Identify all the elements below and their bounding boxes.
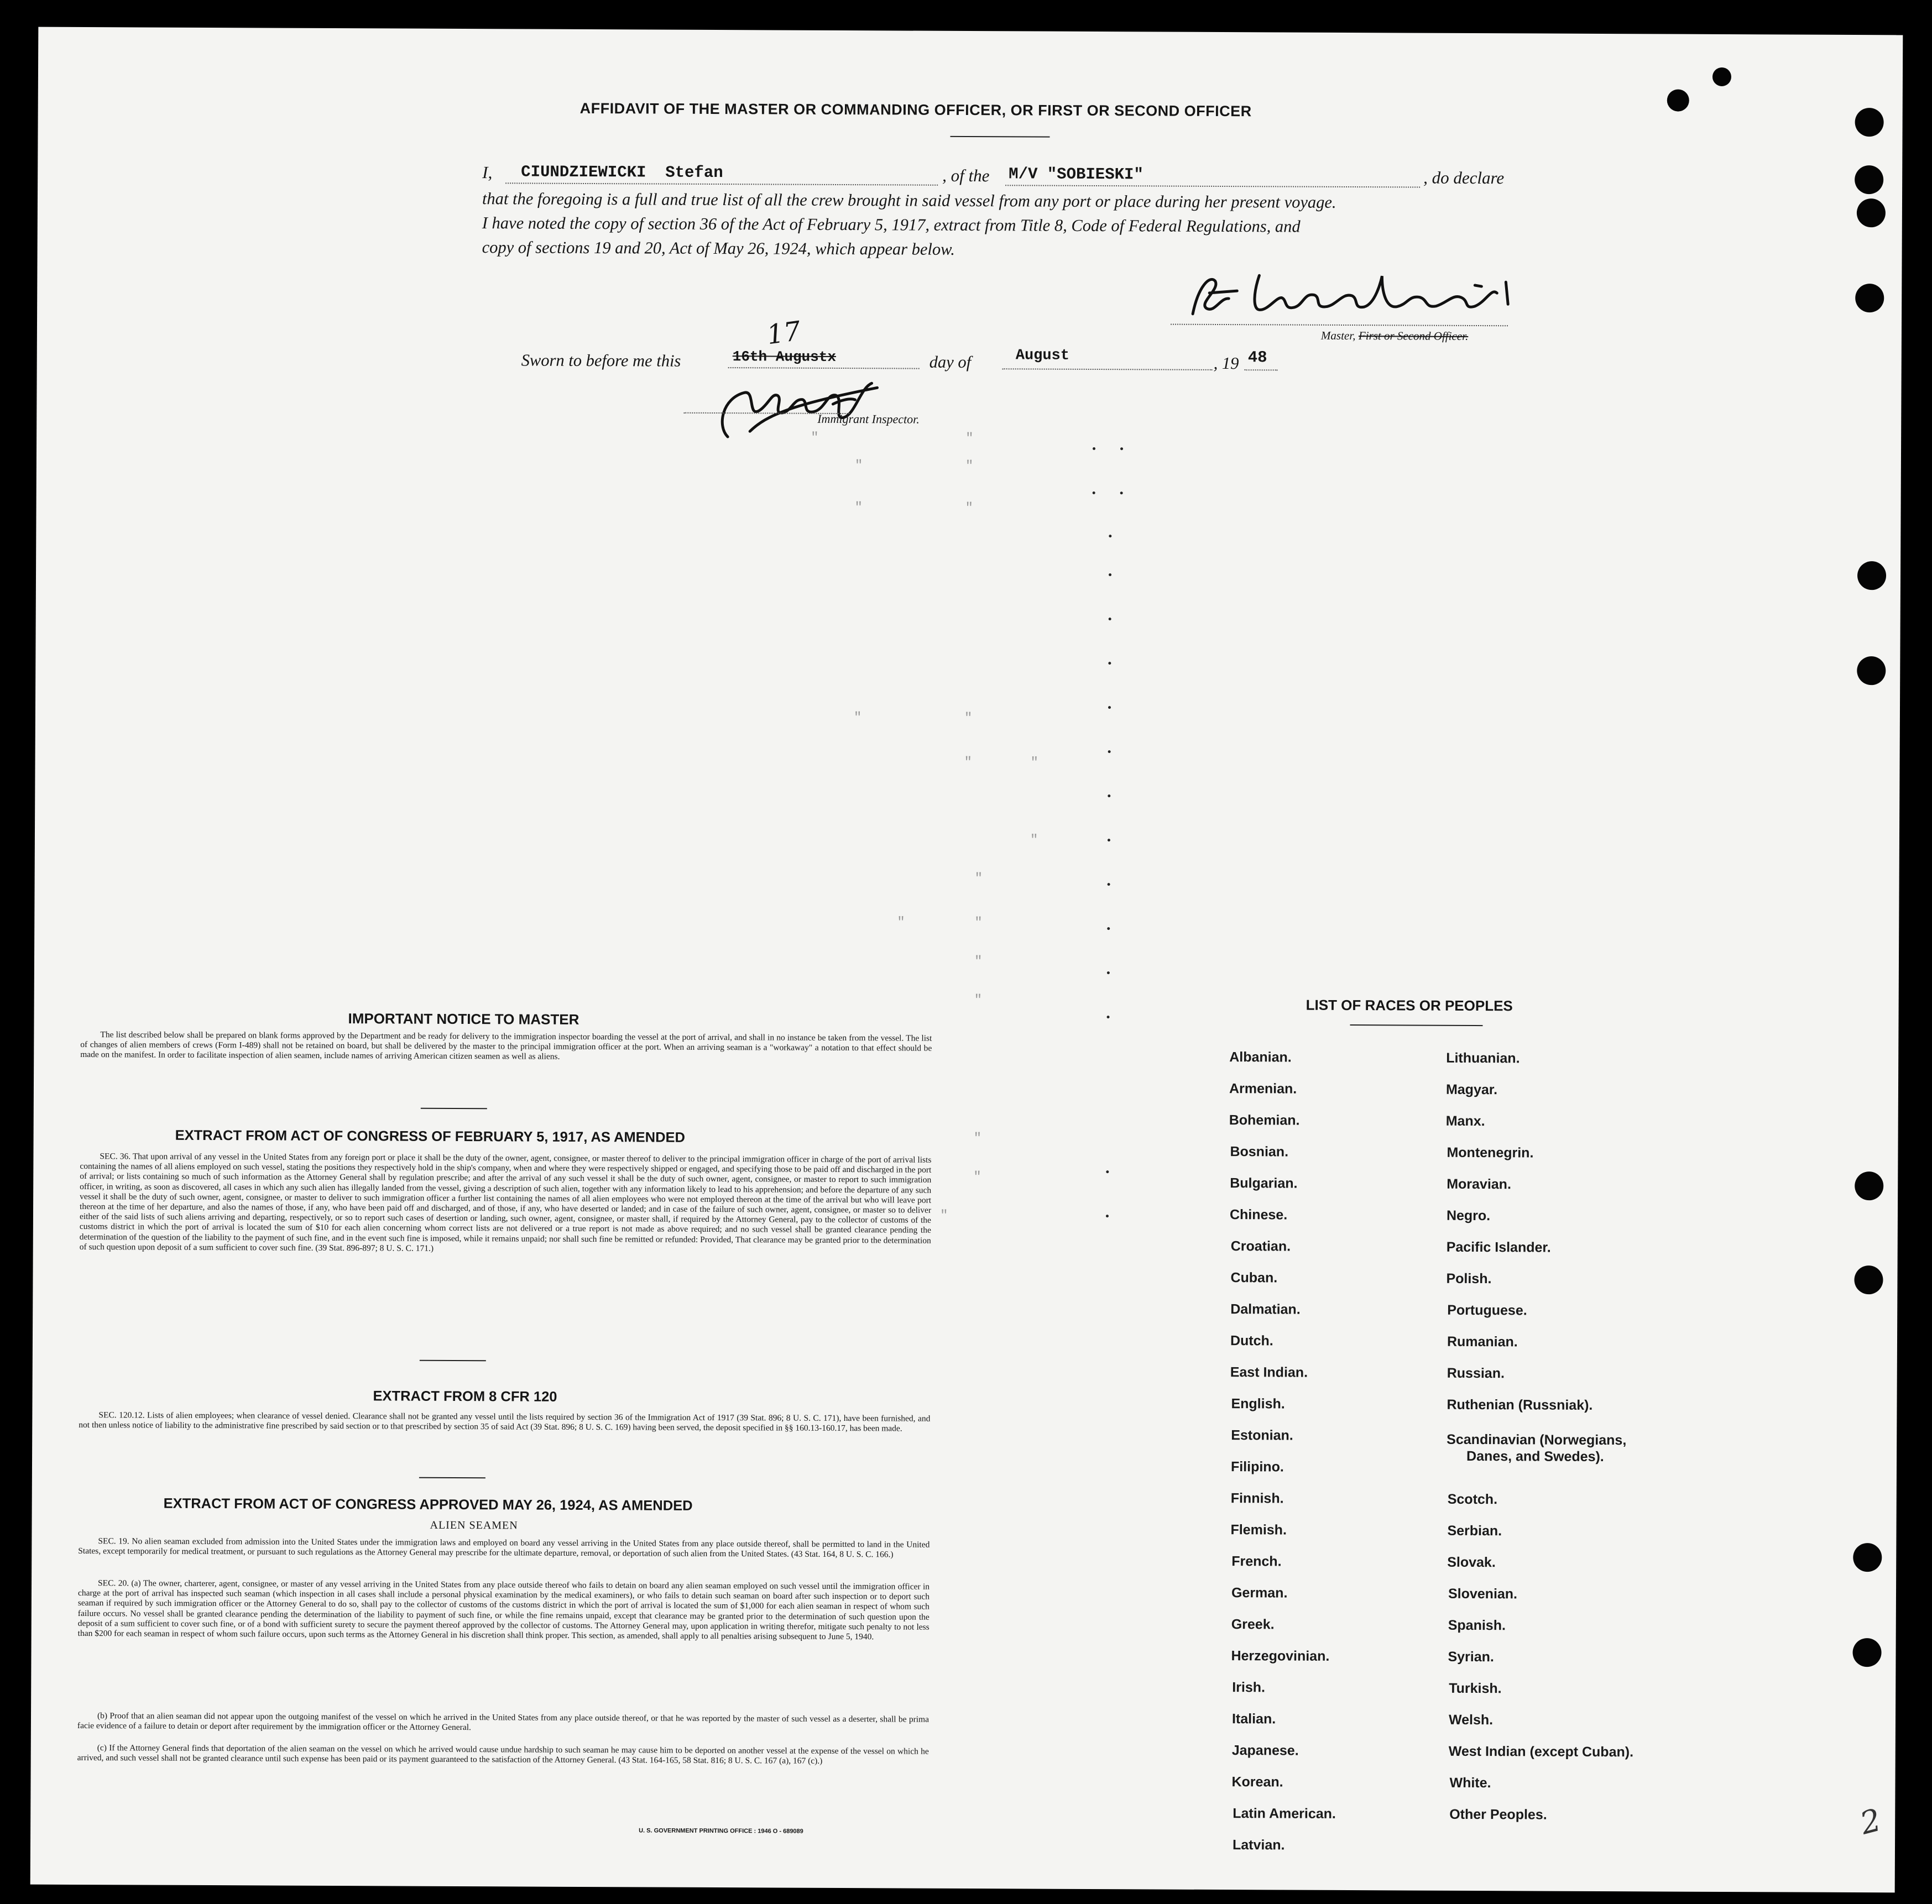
bleed-through: " — [964, 710, 973, 726]
title-rule — [950, 136, 1049, 138]
race-item: Albanian. — [1229, 1049, 1292, 1065]
of-the-label: , of the — [942, 165, 990, 186]
sworn-day-typed: 16th Augustx — [732, 348, 837, 365]
bleed-through: " — [973, 1131, 982, 1147]
bleed-dot — [1109, 535, 1111, 537]
sworn-day-line — [728, 367, 920, 369]
bleed-dot — [1108, 794, 1110, 797]
race-item: English. — [1231, 1396, 1285, 1412]
race-item: Bohemian. — [1229, 1112, 1300, 1128]
bleed-through: " — [965, 500, 974, 516]
race-item: East Indian. — [1230, 1364, 1308, 1380]
bleed-dot — [1093, 447, 1095, 450]
printer-imprint: U. S. GOVERNMENT PRINTING OFFICE : 1946 O - 689089 — [639, 1827, 803, 1835]
bleed-through: " — [974, 954, 983, 970]
race-item: Latvian. — [1232, 1837, 1285, 1853]
races-title-rule — [1350, 1024, 1482, 1026]
year-line — [1245, 369, 1278, 370]
punch-hole — [1855, 165, 1883, 194]
affidavit-line-3: I have noted the copy of section 36 of the Act of February 5, 1917, extract from Title 8, Code of Federal Regulations, and — [482, 213, 1301, 236]
punch-hole — [1855, 1171, 1883, 1200]
race-item: Scotch. — [1447, 1491, 1498, 1508]
extract-1924-title: EXTRACT FROM ACT OF CONGRESS APPROVED MAY 26, 1924, AS AMENDED — [163, 1495, 693, 1514]
affidavit-line-4: copy of sections 19 and 20, Act of May 26, 1924, which appear below. — [482, 238, 955, 259]
race-item: Moravian. — [1447, 1176, 1512, 1192]
race-item: Russian. — [1447, 1365, 1505, 1382]
race-item: Welsh. — [1448, 1712, 1494, 1728]
bleed-dot — [1120, 447, 1123, 450]
day-of-label: day of — [929, 352, 972, 372]
race-item: Filipino. — [1230, 1459, 1284, 1475]
bleed-dot — [1109, 618, 1111, 620]
race-item: Greek. — [1231, 1617, 1275, 1633]
race-item: Dalmatian. — [1230, 1301, 1301, 1317]
race-item: Korean. — [1231, 1774, 1283, 1790]
manifest-page — [30, 27, 1903, 1893]
punch-hole — [1857, 656, 1886, 685]
race-item: Irish. — [1232, 1680, 1266, 1696]
bleed-dot — [1108, 662, 1111, 665]
races-title: LIST OF RACES OR PEOPLES — [1306, 996, 1513, 1014]
bleed-through: " — [811, 430, 819, 446]
race-item: Turkish. — [1449, 1680, 1502, 1697]
race-item: Croatian. — [1230, 1238, 1291, 1254]
extract-1924-sec20a: SEC. 20. (a) The owner, charterer, agent, consignee, or master of any vessel arriving in the United States from any place outside thereof who fails to detain on board any alien seaman employed on such vessel until the immigration officer in charge at the port of arrival has inspected such seaman (which inspection in all cases shall include a personal physical examination by the medical examiners), or who fails to detain such seaman on board after such inspection or to deport such seaman if required by such immigration officer or the Attorney General to do so, shall pay to the collector of customs of the customs district in which the port of arrival is located the sum of $1,000 for each alien seaman in respect of whom such failure occurs. No vessel shall be granted clearance pending the determination of the liability to payment of such fine, or while the fine remains unpaid, except that clearance may be granted prior to the determination of such question upon the deposit of a sum sufficient to cover such fine, or of a bond with sufficient surety to secure the payment thereof approved by the collector of customs. The Attorney General may, upon application in writing therefor, mitigate such penalty to not less than $200 for each seaman in respect of whom such failure occurs, upon such terms as the Attorney General in his discretion shall think proper. This section, as amended, shall apply to all penalties arising subsequent to June 5, 1940. — [77, 1578, 930, 1642]
extract-1924-sec20c: (c) If the Attorney General finds that deportation of the alien seaman on the vessel on which he arrived would cause undue hardship to such seaman he may cause him to be deported on another vessel at the expense of the vessel on which he arrived, and such vessel shall not be granted clearance until such expense has been paid or its payment guaranteed to the satisfaction of the Attorney General. (43 Stat. 164-165, 58 Stat. 816; 8 U. S. C. 167 (a), 167 (c).) — [77, 1743, 929, 1766]
bleed-through: " — [965, 431, 974, 447]
race-item: Bosnian. — [1230, 1144, 1289, 1160]
bleed-dot — [1107, 927, 1110, 930]
notice-body: The list described below shall be prepared on blank forms approved by the Department and be ready for delivery to the immigration inspector boarding the vessel at the port of arrival, and shall in no instance be taken from the vessel. The list of changes of alien members of crews (Form I-489) shall not be retained on board, but shall be delivered by the master to the principal immigration officer at the port. When an arriving seaman is a "workaway" a notation to that effect should be made on the manifest. In order to facilitate inspection of alien seamen, include names of arriving American citizen seamen as well as aliens. — [80, 1030, 932, 1062]
vessel-name: M/V "SOBIESKI" — [1009, 165, 1143, 184]
inspector-caption: Immigrant Inspector. — [817, 411, 920, 426]
punch-hole — [1855, 108, 1884, 137]
year-prefix: , 19 — [1213, 353, 1239, 373]
sworn-day-handwritten: 17 — [765, 315, 803, 351]
extract-cfr-body: SEC. 120.12. Lists of alien employees; when clearance of vessel denied. Clearance shall not be granted any vessel until the lists required by section 36 of the Immigration Act of 1917 (39 Stat. 896; 8 U. S. C. 171), have been furnished, and not then unless notice of liability to the administrative fine prescribed by said section or to that prescribed by section 35 of said Act (39 Stat. 896; 8 U. S. C. 169) having been served, the deposit specified in §§ 160.13-160.17, has been made. — [79, 1410, 931, 1434]
race-item: Herzegovinian. — [1231, 1648, 1330, 1664]
bleed-through: " — [974, 871, 983, 887]
punch-hole — [1857, 561, 1886, 590]
race-item: Dutch. — [1230, 1333, 1273, 1349]
bleed-through: " — [854, 500, 863, 516]
race-item: Pacific Islander. — [1446, 1239, 1551, 1256]
race-item: French. — [1231, 1553, 1282, 1570]
race-item: Slovenian. — [1448, 1586, 1518, 1602]
affidavit-title: AFFIDAVIT OF THE MASTER OR COMMANDING OFFICER, OR FIRST OR SECOND OFFICER — [579, 100, 1252, 120]
bleed-through: " — [853, 710, 862, 726]
race-item: White. — [1449, 1775, 1491, 1791]
punch-hole — [1855, 284, 1884, 312]
race-item: Finnish. — [1230, 1490, 1284, 1507]
race-item: Danes, and Swedes). — [1466, 1448, 1604, 1465]
race-item: Other Peoples. — [1449, 1806, 1547, 1823]
race-item: Scandinavian (Norwegians, — [1447, 1431, 1627, 1448]
extract-1924-sec20b: (b) Proof that an alien seaman did not appear upon the outgoing manifest of the vessel on which he arrived in the United States from any place outside thereof, or that he was reported by the master of such vessel as a deserter, shall be prima facie evidence of a failure to detain or deport after requirement by the immigration officer or the Attorney General. — [77, 1711, 930, 1733]
punch-hole — [1667, 90, 1689, 112]
bleed-through: " — [939, 1208, 948, 1223]
bleed-dot — [1108, 706, 1111, 709]
year-suffix: 48 — [1247, 348, 1267, 367]
race-item: Estonian. — [1231, 1427, 1293, 1443]
affidavit-i: I, — [482, 163, 493, 182]
bleed-dot — [1106, 1170, 1109, 1173]
bleed-dot — [1108, 750, 1111, 753]
sworn-label: Sworn to before me this — [521, 351, 681, 370]
race-item: Rumanian. — [1447, 1333, 1518, 1350]
extract-1917-title: EXTRACT FROM ACT OF CONGRESS OF FEBRUARY 5, 1917, AS AMENDED — [175, 1127, 686, 1145]
master-signature — [1176, 264, 1530, 327]
master-name-line — [505, 182, 938, 185]
race-item: Manx. — [1445, 1113, 1485, 1129]
notice-title: IMPORTANT NOTICE TO MASTER — [348, 1010, 579, 1028]
do-declare-label: , do declare — [1423, 168, 1505, 188]
bleed-dot — [1120, 491, 1123, 494]
race-item: Armenian. — [1229, 1081, 1297, 1097]
race-item: West Indian (except Cuban). — [1448, 1743, 1634, 1760]
signature-caption-master: Master, — [1320, 328, 1356, 343]
race-item: Cuban. — [1230, 1270, 1278, 1286]
punch-hole — [1857, 198, 1886, 227]
race-item: Negro. — [1446, 1207, 1491, 1224]
sworn-month-line — [1002, 368, 1213, 370]
race-item: Portuguese. — [1447, 1302, 1527, 1319]
vessel-line — [1005, 185, 1420, 187]
bleed-through: " — [965, 458, 974, 474]
bleed-dot — [1109, 573, 1111, 576]
race-item: Bulgarian. — [1230, 1175, 1298, 1191]
bleed-through: " — [974, 993, 983, 1008]
race-item: Latin American. — [1233, 1806, 1336, 1822]
race-item: Polish. — [1446, 1270, 1492, 1287]
punch-hole — [1853, 1543, 1882, 1572]
race-item: Magyar. — [1445, 1081, 1498, 1098]
race-item: Spanish. — [1448, 1617, 1506, 1634]
extract-cfr-title: EXTRACT FROM 8 CFR 120 — [373, 1388, 557, 1405]
punch-hole — [1712, 67, 1731, 86]
affidavit-line-2: that the foregoing is a full and true list of all the crew brought in said vessel from any port or place during her present voyage. — [482, 189, 1336, 212]
bleed-through: " — [854, 458, 863, 474]
section-rule — [421, 1108, 487, 1110]
race-item: German. — [1231, 1585, 1288, 1601]
extract-1924-subtitle: ALIEN SEAMEN — [430, 1519, 518, 1532]
race-item: Ruthenian (Russniak). — [1447, 1396, 1593, 1413]
sworn-month: August — [1015, 347, 1070, 364]
punch-hole — [1852, 1638, 1881, 1667]
bleed-through: " — [973, 1170, 981, 1185]
master-name: CIUNDZIEWICKI Stefan — [521, 163, 723, 182]
bleed-through: " — [897, 915, 905, 930]
bleed-dot — [1108, 839, 1110, 841]
bleed-dot — [1108, 883, 1110, 886]
bleed-dot — [1107, 971, 1110, 974]
race-item: Slovak. — [1447, 1554, 1496, 1571]
section-rule — [419, 1477, 485, 1479]
bleed-through: " — [1030, 833, 1038, 848]
race-item: Japanese. — [1231, 1743, 1299, 1759]
race-item: Serbian. — [1447, 1523, 1502, 1539]
race-item: Italian. — [1231, 1711, 1276, 1727]
race-item: Chinese. — [1229, 1207, 1288, 1223]
race-item: Montenegrin. — [1447, 1144, 1534, 1161]
punch-hole — [1854, 1265, 1883, 1294]
bleed-through: " — [974, 916, 983, 931]
bleed-through: " — [1030, 755, 1039, 771]
section-rule — [420, 1360, 486, 1362]
bleed-dot — [1106, 1215, 1109, 1217]
margin-handwritten-mark: 2 — [1856, 1802, 1885, 1842]
race-item: Lithuanian. — [1446, 1050, 1520, 1066]
race-item: Syrian. — [1448, 1649, 1494, 1665]
signature-caption-struck: First or Second Officer. — [1358, 329, 1469, 343]
inspector-signature — [695, 370, 894, 449]
bleed-dot — [1093, 491, 1095, 494]
bleed-dot — [1107, 1016, 1110, 1018]
extract-1924-sec19: SEC. 19. No alien seaman excluded from admission into the United States under the immigration laws and employed on board any vessel arriving in the United States from any place outside thereof, shall be permitted to land in the United States, except temporarily for medical treatment, or pursuant to such regulations as the Attorney General may prescribe for the ultimate departure, removal, or deportation of such alien from the United States. (43 Stat. 164, 8 U. S. C. 166.) — [78, 1536, 930, 1560]
extract-1917-body: SEC. 36. That upon arrival of any vessel in the United States from any foreign port or place it shall be the duty of the owner, agent, consignee, or master thereof to deliver to the principal immigration officer in charge of the port of arrival lists containing the names of all aliens employed on such vessel, stating the positions they respectively hold in the ship's company, when and where they were respectively shipped or engaged, and specifying those to be paid off and discharged in the port of arrival; or lists containing so much of such information as the Attorney General shall by regulation prescribe; and after the arrival of any such vessel it shall be the duty of such owner, agent, consignee, or master to report to such immigration officer, in writing, as soon as discovered, all cases in which any such alien has illegally landed from the vessel, giving a description of such alien, together with any information likely to lead to his apprehension; and before the departure of any such vessel it shall be the duty of such owner, agent, consignee, or master to deliver to such immigration officer a further list containing the names of all alien employees who were not employed thereon at the time of the arrival but who will leave port thereon at the time of her departure, and also the names of those, if any, who have been paid off and discharged, and of those, if any, who have deserted or landed; and in case of the failure of such owner, agent, consignee, or master so to deliver either of the said lists of such aliens arriving and departing, respectively, or so to report such cases of desertion or landing, such owner, agent, consignee, or master shall, if required by the Attorney General, pay to the collector of customs of the customs district in which the port of arrival is located the sum of $10 for each alien concerning whom correct lists are not delivered or a true report is not made as above required; and no such vessel shall be granted clearance pending the determination of the question of the liability to the payment of such fine, and in the event such fine is imposed, while it remains unpaid; nor shall such fine be remitted or refunded: Provided, That clearance may be granted prior to the determination of such question upon deposit of a sum sufficient to cover such fine. (39 Stat. 896-897; 8 U. S. C. 171.) — [79, 1152, 932, 1253]
race-item: Flemish. — [1230, 1522, 1287, 1538]
bleed-through: " — [964, 755, 973, 771]
